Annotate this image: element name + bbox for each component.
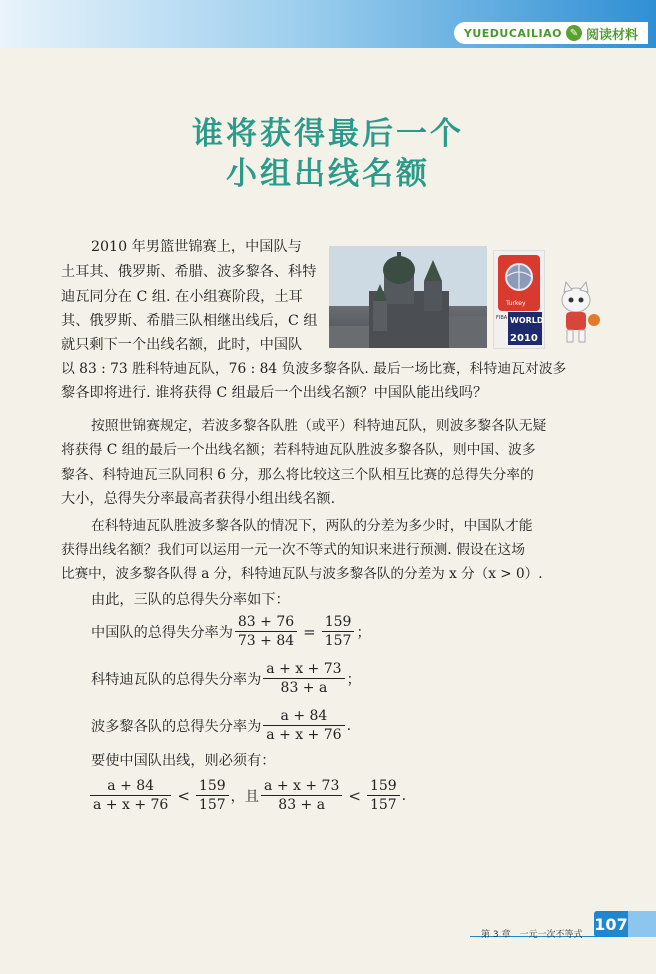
logo-world-text: WORLD xyxy=(510,316,544,325)
formula-puerto-rico xyxy=(91,707,351,744)
cathedral-photo xyxy=(329,246,487,348)
fraction-numerator: 159 xyxy=(322,613,355,632)
fraction-ineq-3 xyxy=(261,777,342,814)
page-number: 107 xyxy=(594,911,628,937)
mascot-illustration xyxy=(554,280,602,344)
formula-end: . xyxy=(401,787,407,804)
fraction-denominator: 83 + a xyxy=(280,680,328,696)
logo-turkey-text: Turkey xyxy=(506,300,526,307)
logo-graphic xyxy=(494,251,544,348)
fraction-denominator: 73 + 84 xyxy=(237,633,295,649)
fraction-denominator: a + x + 76 xyxy=(93,797,169,813)
formula-puerto-label: 波多黎各队的总得失分率为 xyxy=(91,718,262,735)
fraction-numerator: 159 xyxy=(196,777,229,796)
mascot-image xyxy=(554,280,602,344)
brand-chinese: 阅读材料 xyxy=(585,27,638,43)
p3-line-3: 比赛中，波多黎各队得 a 分，科特迪瓦队与波多黎各队的分差为 x 分（x > 0）. xyxy=(61,566,543,582)
book-icon: ✎ xyxy=(566,25,582,41)
fraction-numerator: a + x + 73 xyxy=(263,660,344,679)
p2-line-2: 将获得 C 组的最后一个出线名额；若科特迪瓦队胜波多黎各队，则中国、波多 xyxy=(61,442,536,458)
p5-line: 要使中国队出线，则必须有： xyxy=(91,753,276,769)
fraction-ineq-2 xyxy=(196,777,229,814)
p1-line-4: 其、俄罗斯、希腊三队相继出线后，C 组 xyxy=(61,313,318,329)
equals-sign: = xyxy=(303,622,316,641)
p4-line: 由此，三队的总得失分率如下： xyxy=(91,592,290,608)
championship-logo xyxy=(493,250,545,349)
fraction-denominator: 157 xyxy=(198,797,226,813)
p1-line-2: 土耳其、俄罗斯、希腊、波多黎各、科特 xyxy=(61,264,317,280)
p1-line-7: 黎各即将进行. 谁将获得 C 组最后一个出线名额？中国队能出线吗？ xyxy=(61,385,488,401)
formula-ivory-label: 科特迪瓦队的总得失分率为 xyxy=(91,671,262,688)
fraction-numerator: a + x + 73 xyxy=(261,777,342,796)
p1-line-5: 就只剩下一个出线名额，此时，中国队 xyxy=(61,337,303,353)
conjunction-and: ，且 xyxy=(230,788,260,805)
series-brand xyxy=(454,22,648,44)
fraction-numerator: 83 + 76 xyxy=(235,613,297,632)
fraction-china-2 xyxy=(322,613,355,650)
formula-china-label: 中国队的总得失分率为 xyxy=(91,624,233,641)
formula-ivory-coast xyxy=(91,660,361,697)
formula-china xyxy=(91,613,371,650)
logo-year-text: 2010 xyxy=(510,333,538,344)
p3-line-1: 在科特迪瓦队胜波多黎各队的情况下，两队的分差为多少时，中国队才能 xyxy=(91,518,533,534)
p1-line-1: 2010 年男篮世锦赛上，中国队与 xyxy=(91,239,302,255)
fraction-numerator: 159 xyxy=(367,777,400,796)
p2-line-4: 大小，总得失分率最高者获得小组出线名额. xyxy=(61,491,336,507)
formula-inequality xyxy=(88,777,406,814)
fraction-puerto xyxy=(263,707,344,744)
p1-line-6: 以 83 : 73 胜科特迪瓦队，76 : 84 负波多黎各队. 最后一场比赛，科特迪瓦对波多 xyxy=(61,361,567,377)
less-than-sign: < xyxy=(177,786,190,805)
brand-english: YUEDUCAILIAO xyxy=(463,26,562,40)
formula-end: ； xyxy=(356,624,371,641)
fraction-ineq-4 xyxy=(367,777,400,814)
p3-line-2: 获得出线名额？我们可以运用一元一次不等式的知识来进行预测. 假设在这场 xyxy=(61,542,526,558)
formula-end: . xyxy=(346,717,352,734)
fraction-numerator: a + 84 xyxy=(90,777,171,796)
less-than-sign: < xyxy=(348,786,361,805)
page-tab-strip xyxy=(628,911,656,937)
fraction-denominator: 157 xyxy=(324,633,352,649)
fraction-ivory xyxy=(263,660,344,697)
fraction-denominator: 83 + a xyxy=(278,797,326,813)
fraction-china-1 xyxy=(235,613,297,650)
fraction-numerator: a + 84 xyxy=(263,707,344,726)
fraction-denominator: 157 xyxy=(369,797,397,813)
title-line-2: 小组出线名额 xyxy=(226,156,430,192)
logo-fiba-text: FIBA xyxy=(496,315,508,321)
chapter-label: 第 3 章 一元一次不等式 xyxy=(481,930,583,940)
p2-line-1: 按照世锦赛规定，若波多黎各队胜（或平）科特迪瓦队，则波多黎各队无疑 xyxy=(91,418,547,434)
cathedral-illustration xyxy=(329,246,487,348)
fraction-denominator: a + x + 76 xyxy=(266,727,342,743)
p1-line-3: 迪瓦同分在 C 组. 在小组赛阶段，土耳 xyxy=(61,289,303,305)
formula-end: ； xyxy=(346,671,361,688)
title-line-1: 谁将获得最后一个 xyxy=(192,116,464,152)
fraction-ineq-1 xyxy=(90,777,171,814)
p2-line-3: 黎各、科特迪瓦三队同积 6 分，那么将比较这三个队相互比赛的总得失分率的 xyxy=(61,467,534,483)
